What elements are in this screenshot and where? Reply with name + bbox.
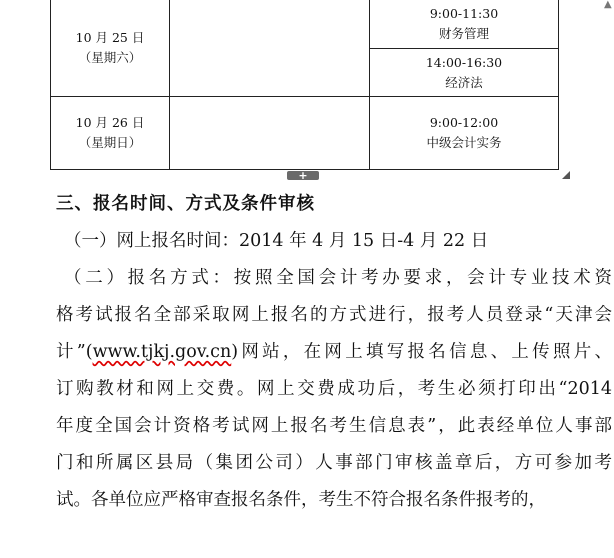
session-subject: 财务管理 — [438, 25, 489, 41]
registration-method-line: 年度全国会计资格考试网上报名考生信息表”，此表经单位人事部 — [56, 416, 612, 436]
session-subject: 经济法 — [445, 74, 483, 90]
session-time: 9:00-12:00 — [429, 115, 499, 130]
registration-method-line: 门和所属区县局（集团公司）人事部门审核盖章后，方可参加考 — [56, 453, 612, 473]
line-suffix: ) — [231, 342, 239, 362]
table-insert-handle[interactable]: + — [287, 171, 319, 180]
session-time: 9:00-11:30 — [429, 5, 499, 21]
date-cell-oct25 — [51, 0, 170, 97]
line-text: 网站，在网上填写报名信息、上传照片、 — [238, 342, 613, 362]
session-time: 14:00-16:30 — [425, 54, 503, 70]
session-cell — [370, 0, 559, 49]
line-prefix: 计”( — [56, 342, 93, 362]
table-resize-handle[interactable] — [562, 171, 570, 179]
empty-cell — [170, 0, 370, 97]
registration-method-line: 试。各单位应严格审查报名条件，考生不符合报名条件报考的， — [56, 490, 546, 510]
weekday-text: （星期六） — [78, 49, 142, 65]
section-heading: 三、报名时间、方式及条件审核 — [56, 194, 315, 214]
weekday-text: （星期日） — [78, 135, 142, 150]
date-text: 10 月 26 日 — [75, 115, 145, 130]
registration-time-paragraph: （一）网上报名时间：2014 年 4 月 15 日-4 月 22 日 — [64, 231, 489, 251]
registration-method-line — [56, 334, 612, 371]
session-cell — [370, 49, 559, 97]
registration-method-line: （二）报名方式：按照全国会计考办要求，会计专业技术资 — [64, 268, 612, 288]
document-body — [56, 185, 612, 519]
exam-schedule-table — [50, 0, 559, 170]
date-cell-oct26 — [51, 97, 170, 170]
scroll-up-arrow-icon[interactable]: ▲ — [604, 0, 612, 10]
session-subject: 中级会计实务 — [426, 135, 502, 150]
website-url: www.tjkj.gov.cn — [92, 342, 232, 362]
registration-method-line: 格考试报名全部采取网上报名的方式进行，报考人员登录“天津会 — [56, 305, 612, 325]
date-text: 10 月 25 日 — [75, 29, 145, 45]
registration-method-line: 订购教材和网上交费。网上交费成功后，考生必须打印出“2014 — [56, 379, 612, 399]
session-cell — [370, 97, 559, 170]
empty-cell — [170, 97, 370, 170]
